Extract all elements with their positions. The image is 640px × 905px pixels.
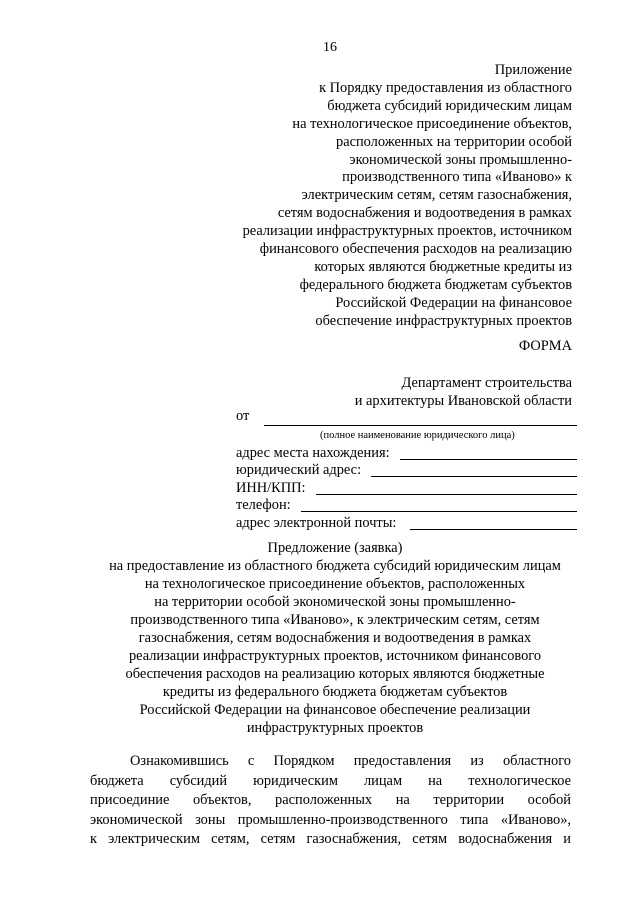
- appendix-header: [152, 62, 572, 331]
- legal-address-blank[interactable]: [371, 476, 577, 477]
- proposal-title: [95, 539, 575, 737]
- body-paragraph: [90, 752, 571, 850]
- proposal-line: инфраструктурных проектов: [246, 720, 424, 736]
- proposal-line: кредиты из федерального бюджета бюджетам субъектов: [162, 684, 508, 700]
- proposal-line: газоснабжения, сетям водоснабжения и водоотведения в рамках: [138, 630, 532, 646]
- proposal-line: Предложение (заявка): [267, 540, 403, 556]
- proposal-line: производственного типа «Иваново», к электрическим сетям, сетям: [130, 612, 540, 628]
- body-line: к электрическим сетям, сетям газоснабжения, сетям водоснабжения и: [90, 831, 571, 847]
- address-location-blank[interactable]: [400, 459, 577, 460]
- appendix-line: обеспечение инфраструктурных проектов: [315, 312, 572, 329]
- organization-name-blank[interactable]: [264, 425, 577, 426]
- inn-kpp-row: [236, 479, 577, 497]
- appendix-line: расположенных на территории особой: [336, 133, 572, 150]
- proposal-line: на предоставление из областного бюджета субсидий юридическим лицам: [109, 558, 561, 574]
- from-label: от: [236, 408, 250, 424]
- appendix-line: финансового обеспечения расходов на реализацию: [259, 241, 572, 258]
- email-row: [236, 514, 577, 532]
- phone-label: телефон:: [236, 497, 291, 514]
- appendix-line: экономической зоны промышленно-: [349, 151, 572, 168]
- appendix-line: Российской Федерации на финансовое: [335, 294, 572, 311]
- phone-blank[interactable]: [301, 511, 577, 512]
- proposal-line: обеспечения расходов на реализацию которых являются бюджетные: [125, 666, 545, 682]
- proposal-line: на технологическое присоединение объектов, расположенных: [144, 576, 526, 592]
- address-location-row: [236, 444, 577, 462]
- body-line: Ознакомившись с Порядком предоставления из областного: [130, 753, 571, 769]
- proposal-line: на территории особой экономической зоны промышленно-: [154, 594, 516, 610]
- inn-kpp-blank[interactable]: [316, 494, 577, 495]
- appendix-line: на технологическое присоединение объектов,: [292, 115, 572, 132]
- email-blank[interactable]: [410, 529, 577, 530]
- body-line: экономической зоны промышленно-производственного типа «Иваново»,: [90, 811, 571, 828]
- appendix-line: Приложение: [494, 62, 572, 78]
- appendix-line: электрическим сетям, сетям газоснабжения,: [301, 187, 572, 204]
- proposal-line: Российской Федерации на финансовое обеспечение реализации: [139, 702, 531, 718]
- appendix-line: реализации инфраструктурных проектов, источником: [242, 223, 572, 240]
- department-line: и архитектуры Ивановской области: [354, 393, 572, 409]
- address-location-label: адрес места нахождения:: [236, 444, 390, 461]
- legal-address-row: [236, 462, 577, 480]
- body-line: бюджета субсидий юридическим лицам на технологическое: [90, 772, 571, 789]
- appendix-line: производственного типа «Иваново» к: [342, 169, 572, 186]
- inn-kpp-label: ИНН/КПП:: [236, 479, 306, 496]
- legal-address-label: юридический адрес:: [236, 462, 362, 479]
- appendix-line: бюджета субсидий юридическим лицам: [327, 97, 572, 114]
- page-number: 16: [323, 40, 337, 55]
- applicant-fields: [236, 404, 577, 532]
- appendix-line: федерального бюджета бюджетам субъектов: [299, 276, 572, 293]
- appendix-line: сетям водоснабжения и водоотведения в рамках: [277, 205, 572, 222]
- appendix-line: к Порядку предоставления из областного: [319, 79, 572, 96]
- proposal-line: реализации инфраструктурных проектов, источником финансового: [128, 648, 542, 664]
- phone-row: [236, 497, 577, 515]
- body-line: присоединие объектов, расположенных на территории особой: [90, 792, 571, 808]
- from-row: [236, 404, 577, 426]
- organization-name-hint: (полное наименование юридического лица): [320, 430, 515, 441]
- appendix-line: которых являются бюджетные кредиты из: [314, 258, 572, 275]
- form-label: ФОРМА: [518, 338, 572, 354]
- email-label: адрес электронной почты:: [236, 514, 397, 531]
- department-line: Департамент строительства: [401, 375, 572, 391]
